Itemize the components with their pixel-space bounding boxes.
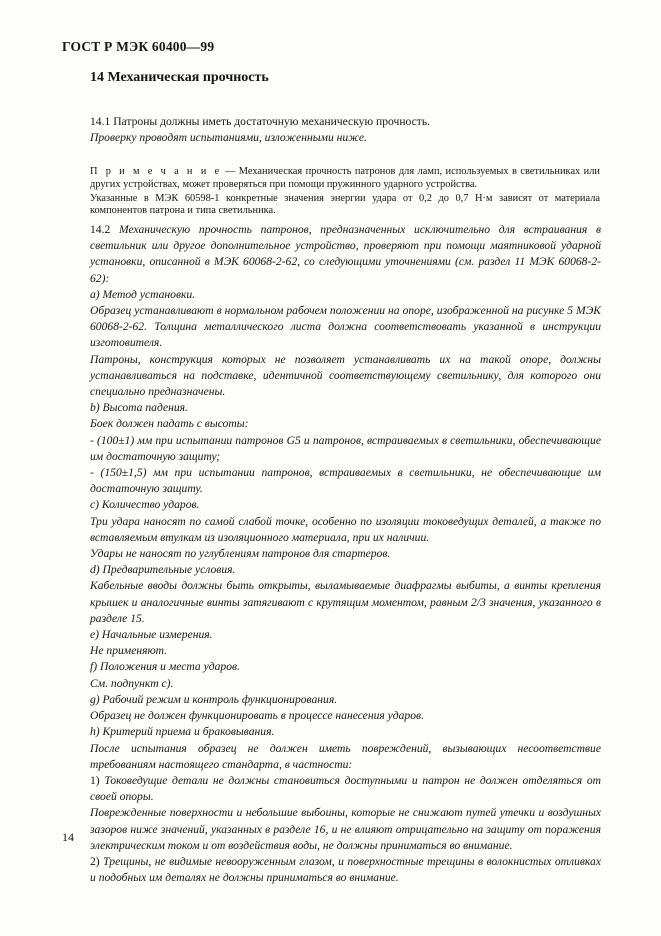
item-b-text-3: - (150±1,5) мм при испытании патронов, встраиваемых в светильники, не обеспечивающие им достаточную защиту.	[90, 466, 601, 496]
item-c-text-1: Три удара наносят по самой слабой точке, особенно по изоляции токоведущих деталей, а также по вставляемым втулкам из изоляционного материала, при их наличии.	[90, 514, 601, 544]
page-number: 14	[62, 830, 74, 844]
item-d-title: d) Предварительные условия.	[90, 563, 236, 577]
item-f-text-1: См. подпункт с).	[90, 676, 174, 690]
item-d-text-1: Кабельные вводы должны быть открыты, выламываемые диафрагмы выбиты, а винты крепления крышек и аналогичные винты затягивают с крутящим моментом, равным 2/3 значения, указанного в разделе 15.	[90, 579, 601, 625]
clause-14-1-text: 14.1 Патроны должны иметь достаточную механическую прочность.	[90, 115, 431, 128]
item-h-title: h) Критерий приема и браковывания.	[90, 725, 275, 739]
item-b-text-1: Боек должен падать с высоты:	[90, 417, 249, 431]
item-h-1-text-2: Поврежденные поверхности и небольшие выбоины, которые не снижают путей утечки и воздушных зазоров ниже значений, указанных в разделе 16, и не влияют отрицательно на защиту от поражения электрическим током и от воздействия воды, не должны приниматься во внимание.	[90, 806, 601, 852]
item-c-title: с) Количество ударов.	[90, 498, 200, 512]
item-h-1-text: Токоведущие детали не должны становиться доступными и патрон не должен отделяться от своей опоры.	[90, 773, 601, 804]
item-h-2-number: 2)	[90, 854, 104, 868]
clause-14-1	[90, 114, 600, 146]
clause-14-2	[90, 222, 601, 886]
item-f-title: f) Положения и места ударов.	[90, 660, 240, 674]
clause-14-2-text: Механическую прочность патронов, предназначенных исключительно для встраивания в светильник или другое дополнительное устройство, проверяют при помощи маятниковой ударной установки, описанной в МЭК 60068-2-62, со следующими уточнениями (см. раздел 11 МЭК 60068-2-62):	[90, 223, 601, 285]
note-text-2: Указанные в МЭК 60598-1 конкретные значения энергии удара от 0,2 до 0,7 Н·м зависят от материала компонентов патрона и типа светильника.	[90, 192, 600, 217]
item-g-title: g) Рабочий режим и контроль функционирования.	[90, 692, 338, 706]
item-g-text-1: Образец не должен функционировать в процессе нанесения ударов.	[90, 709, 424, 723]
item-b-title: b) Высота падения.	[90, 401, 188, 415]
item-h-1-number: 1)	[90, 773, 105, 787]
clause-14-2-number: 14.2	[90, 223, 119, 236]
section-title: 14 Механическая прочность	[90, 70, 269, 85]
document-header: ГОСТ Р МЭК 60400—99	[62, 39, 215, 54]
clause-14-1-check: Проверку проводят испытаниями, изложенными ниже.	[90, 131, 367, 145]
item-h-2-text: Трещины, не видимые невооруженным глазом, и поверхностные трещины в волокнистых отливках и подобных им деталях не должны приниматься во внимание.	[90, 854, 602, 885]
item-c-text-2: Удары не наносят по углублениям патронов для стартеров.	[90, 547, 391, 561]
item-a-text-2: Патроны, конструкция которых не позволяет устанавливать их на такой опоре, должны устанавливаться на подставке, идентичной соответствующему светильнику, для которого они специально предназначены.	[90, 352, 601, 399]
item-e-text-1: Не применяют.	[90, 644, 168, 658]
item-a-text-1: Образец устанавливают в нормальном рабочем положении на опоре, изображенной на рисунке 5 МЭК 60068-2-62. Толщина металлического листа должна соответствовать указанной в инструкции изготовителя.	[90, 304, 601, 350]
note-text: — Механическая прочность патронов для ламп, используемых в светильниках или других устройствах, может проверяться при помощи пружинного ударного устройства.	[90, 166, 600, 190]
item-a-title: а) Метод установки.	[90, 287, 196, 301]
note-label: П р и м е ч а н и е	[90, 166, 222, 177]
item-b-text-2: - (100±1) мм при испытании патронов G5 и патронов, встраиваемых в светильники, обеспечивающие им достаточную защиту;	[90, 433, 601, 463]
item-h-text-1: После испытания образец не должен иметь повреждений, вызывающих несоответствие требованиям настоящего стандарта, в частности:	[90, 741, 601, 771]
note	[90, 166, 600, 218]
item-e-title: е) Начальные измерения.	[90, 628, 213, 642]
